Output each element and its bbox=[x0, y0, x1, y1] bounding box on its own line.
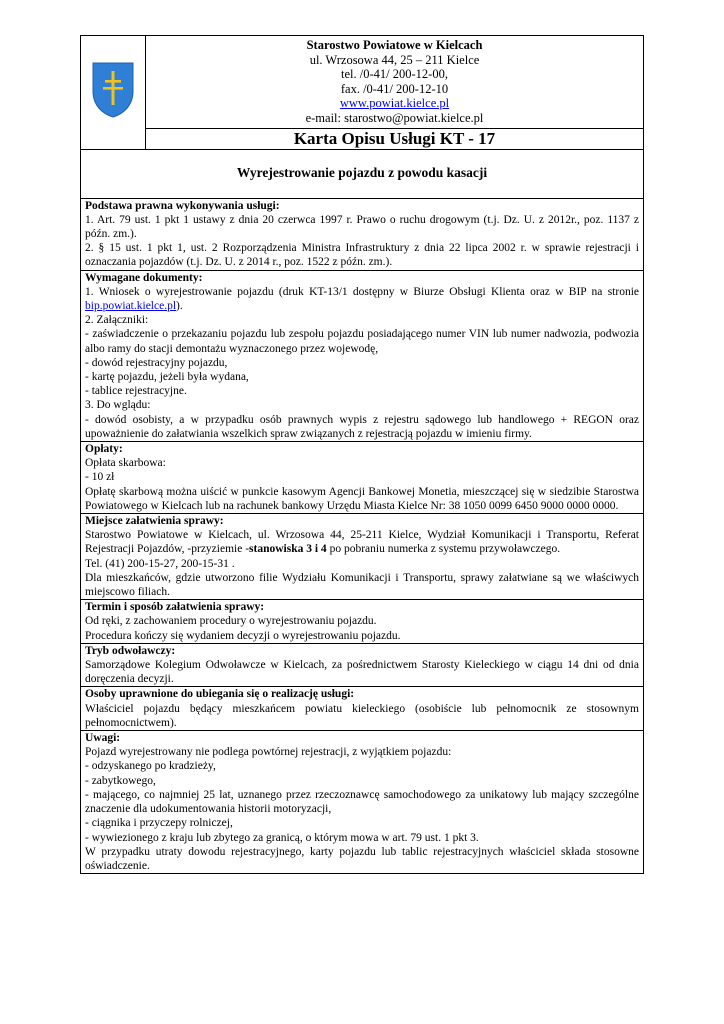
notes-row bbox=[81, 731, 644, 874]
deadline-section bbox=[81, 600, 644, 644]
office-address: ul. Wrzosowa 44, 25 – 211 Kielce bbox=[309, 52, 480, 67]
deadline-line: Od ręki, z zachowaniem procedury o wyrejestrowaniu pojazdu. bbox=[85, 615, 377, 628]
persons-row bbox=[81, 687, 644, 731]
documents-line: - dowód rejestracyjny pojazdu, bbox=[85, 356, 228, 369]
fees-row bbox=[81, 442, 644, 514]
documents-line: 2. Załączniki: bbox=[85, 314, 149, 327]
appeal-section bbox=[81, 643, 644, 687]
service-row bbox=[81, 149, 644, 198]
documents-line: - tablice rejestracyjne. bbox=[85, 385, 187, 398]
fees-label: Opłaty: bbox=[85, 443, 123, 456]
counter-numbers: stanowiska 3 i 4 bbox=[249, 543, 327, 556]
service-card-table bbox=[80, 35, 644, 874]
required-documents-section bbox=[81, 270, 644, 441]
persons-text: Właściciel pojazdu będący mieszkańcem powiatu kieleckiego (osobiście lub pełnomocnik ze stosownym pełnomocnictwem). bbox=[85, 702, 639, 729]
header-row bbox=[81, 36, 644, 129]
office-email: e-mail: starostwo@powiat.kielce.pl bbox=[305, 110, 484, 125]
notes-line: - mającego, co najmniej 25 lat, uznanego przez rzeczoznawcę samochodowego za unikatowy lub mający szczególne znaczenie dla udokumentowania historii motoryzacji, bbox=[85, 788, 639, 816]
coat-of-arms-icon bbox=[91, 61, 135, 119]
fees-line: Opłata skarbowa: bbox=[85, 457, 166, 470]
legal-basis-section bbox=[81, 198, 644, 270]
legal-basis-label: Podstawa prawna wykonywania usługi: bbox=[85, 199, 280, 212]
document-page bbox=[80, 35, 644, 874]
place-line bbox=[85, 528, 639, 556]
card-title: Karta Opisu Usługi KT - 17 bbox=[146, 128, 644, 149]
place-row bbox=[81, 514, 644, 600]
place-branches: Dla mieszkańców, gdzie utworzono filie Wydziału Komunikacji i Transportu, sprawy załatwiane są we właściwych miejscowo filiach. bbox=[85, 571, 639, 599]
legal-basis-line: 1. Art. 79 ust. 1 pkt 1 ustawy z dnia 20 czerwca 1997 r. Prawo o ruchu drogowym (t.j. Dz. U. z 2012r., poz. 1137 z późn. zm.). bbox=[85, 213, 639, 240]
office-contact-block bbox=[146, 36, 644, 129]
notes-section bbox=[81, 731, 644, 874]
notes-line: Pojazd wyrejestrowany nie podlega powtórnej rejestracji, z wyjątkiem pojazdu: bbox=[85, 746, 452, 759]
office-phone: tel. /0-41/ 200-12-00, bbox=[341, 67, 448, 82]
documents-item-end: ). bbox=[176, 299, 183, 312]
documents-row bbox=[81, 270, 644, 441]
documents-line bbox=[85, 285, 639, 313]
fees-line: Opłatę skarbową można uiścić w punkcie kasowym Agencji Bankowej Monetia, mieszczącej się w siedzibie Starostwa Powiatowego w Kielcach lub na rachunek bankowy Urzędu Miasta Kielce Nr: 38 1050 0099 6450 9000 0000 0000. bbox=[85, 485, 639, 512]
fees-line: - 10 zł bbox=[85, 471, 115, 484]
deadline-line: Procedura kończy się wydaniem decyzji o wyrejestrowaniu pojazdu. bbox=[85, 629, 401, 642]
documents-line: - kartę pojazdu, jeżeli była wydana, bbox=[85, 371, 249, 383]
office-name: Starostwo Powiatowe w Kielcach bbox=[306, 38, 483, 52]
place-section bbox=[81, 514, 644, 600]
bip-link[interactable]: bip.powiat.kielce.pl bbox=[85, 299, 177, 312]
documents-line: - dowód osobisty, a w przypadku osób prawnych wypis z rejestru sądowego lub handlowego + REGON oraz upoważnienie do załatwiania wszelkich spraw związanych z rejestracją pojazdu w imieniu firmy. bbox=[85, 413, 639, 440]
notes-label: Uwagi: bbox=[85, 732, 121, 745]
office-fax: fax. /0-41/ 200-12-10 bbox=[340, 81, 449, 96]
place-label: Miejsce załatwienia sprawy: bbox=[85, 515, 224, 528]
appeal-row bbox=[81, 643, 644, 687]
deadline-row bbox=[81, 600, 644, 644]
place-text-end: po pobraniu numerka z systemu przywoławczego. bbox=[326, 543, 561, 556]
notes-line: - odzyskanego po kradzieży, bbox=[85, 760, 216, 773]
documents-item-text: 1. Wniosek o wyrejestrowanie pojazdu (druk KT-13/1 dostępny w Biurze Obsługi Klienta oraz w BIP na stronie bbox=[85, 285, 639, 298]
persons-label: Osoby uprawnione do ubiegania się o realizację usługi: bbox=[85, 688, 355, 701]
service-title: Wyrejestrowanie pojazdu z powodu kasacji bbox=[81, 149, 644, 198]
legal-basis-row bbox=[81, 198, 644, 270]
office-website-link[interactable]: www.powiat.kielce.pl bbox=[339, 96, 450, 111]
notes-line: - ciągnika i przyczepy rolniczej, bbox=[85, 817, 233, 830]
documents-line: 3. Do wglądu: bbox=[85, 399, 151, 412]
logo-cell bbox=[81, 36, 146, 150]
appeal-text: Samorządowe Kolegium Odwoławcze w Kielcach, za pośrednictwem Starosty Kieleckiego w ciągu 14 dni od dnia doręczenia decyzji. bbox=[85, 659, 639, 686]
fees-section bbox=[81, 442, 644, 514]
legal-basis-line: 2. § 15 ust. 1 pkt 1, ust. 2 Rozporządzenia Ministra Infrastruktury z dnia 22 lipca 2002 r. w sprawie rejestracji i oznaczania pojazdów (t.j. Dz. U. z 2014 r., poz. 1522 z późn. zm.). bbox=[85, 242, 639, 269]
notes-line: - zabytkowego, bbox=[85, 774, 156, 787]
documents-label: Wymagane dokumenty: bbox=[85, 271, 203, 284]
notes-line: - wywiezionego z kraju lub zbytego za granicą, o którym mowa w art. 79 ust. 1 pkt 3. bbox=[85, 831, 479, 844]
appeal-label: Tryb odwoławczy: bbox=[85, 644, 176, 657]
persons-section bbox=[81, 687, 644, 731]
deadline-label: Termin i sposób załatwienia sprawy: bbox=[85, 601, 265, 614]
place-text: Starostwo Powiatowe w Kielcach, ul. Wrzosowa 44, 25-211 Kielce, Wydział Komunikacji i Transportu, Referat Rejestracji Pojazdów, -przyziemie - bbox=[85, 529, 639, 556]
title-row bbox=[81, 128, 644, 149]
documents-line: - zaświadczenie o przekazaniu pojazdu lub zespołu pojazdu posiadającego numer VIN lub numer nadwozia, podwozia albo ramy do stacji demontażu wyznaczonego przez wojewodę, bbox=[85, 328, 639, 355]
notes-line: W przypadku utraty dowodu rejestracyjnego, karty pojazdu lub tablic rejestracyjnych właściciel składa stosowne oświadczenie. bbox=[85, 845, 639, 872]
place-phone: Tel. (41) 200-15-27, 200-15-31 . bbox=[85, 557, 235, 570]
